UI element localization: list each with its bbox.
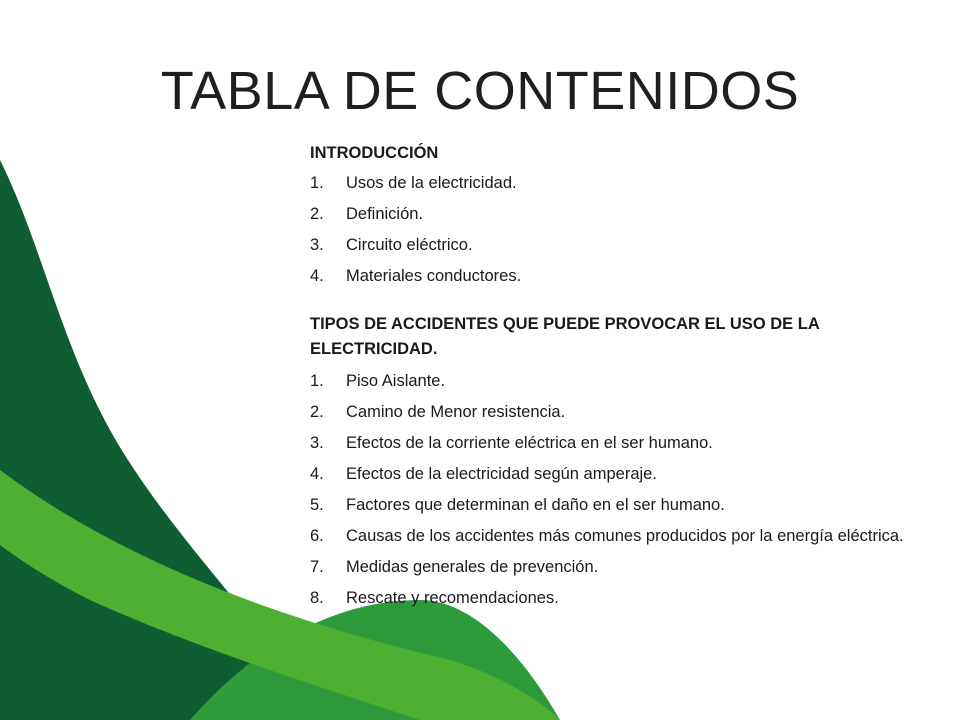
list-item — [310, 203, 910, 226]
section2-list — [310, 370, 910, 610]
table-of-contents — [310, 142, 910, 618]
item-text: Efectos de la electricidad según amperaje. — [346, 465, 657, 483]
item-number: 3. — [310, 434, 324, 452]
item-number: 2. — [310, 205, 324, 223]
item-text: Medidas generales de prevención. — [346, 558, 599, 576]
item-text: Circuito eléctrico. — [346, 236, 473, 254]
section-heading-tipos-de-accidentes: TIPOS DE ACCIDENTES QUE PUEDE PROVOCAR EL USO DE LA ELECTRICIDAD. — [310, 315, 820, 358]
list-item — [310, 265, 910, 288]
item-text: Factores que determinan el daño en el ser humano. — [346, 496, 725, 514]
list-item — [310, 432, 910, 455]
item-number: 3. — [310, 236, 324, 254]
item-number: 6. — [310, 527, 324, 545]
item-text: Usos de la electricidad. — [346, 174, 517, 192]
item-text: Materiales conductores. — [346, 267, 522, 285]
section1-list — [310, 172, 910, 288]
section-heading-introduccion: INTRODUCCIÓN — [310, 144, 439, 162]
list-item — [310, 234, 910, 257]
item-number: 1. — [310, 372, 324, 390]
item-text: Camino de Menor resistencia. — [346, 403, 566, 421]
list-item — [310, 401, 910, 424]
item-number: 5. — [310, 496, 324, 514]
list-item — [310, 370, 910, 393]
item-number: 4. — [310, 465, 324, 483]
item-number: 2. — [310, 403, 324, 421]
list-item — [310, 525, 910, 548]
list-item — [310, 172, 910, 195]
item-text: Efectos de la corriente eléctrica en el ser humano. — [346, 434, 713, 452]
item-text: Piso Aislante. — [346, 372, 446, 390]
list-item — [310, 556, 910, 579]
item-text: Causas de los accidentes más comunes producidos por la energía eléctrica. — [346, 527, 904, 545]
list-item — [310, 463, 910, 486]
item-number: 4. — [310, 267, 324, 285]
slide-title: TABLA DE CONTENIDOS — [160, 61, 800, 121]
item-text: Rescate y recomendaciones. — [346, 589, 559, 607]
list-item — [310, 587, 910, 610]
item-number: 1. — [310, 174, 324, 192]
item-number: 7. — [310, 558, 324, 576]
list-item — [310, 494, 910, 517]
item-text: Definición. — [346, 205, 424, 223]
item-number: 8. — [310, 589, 324, 607]
